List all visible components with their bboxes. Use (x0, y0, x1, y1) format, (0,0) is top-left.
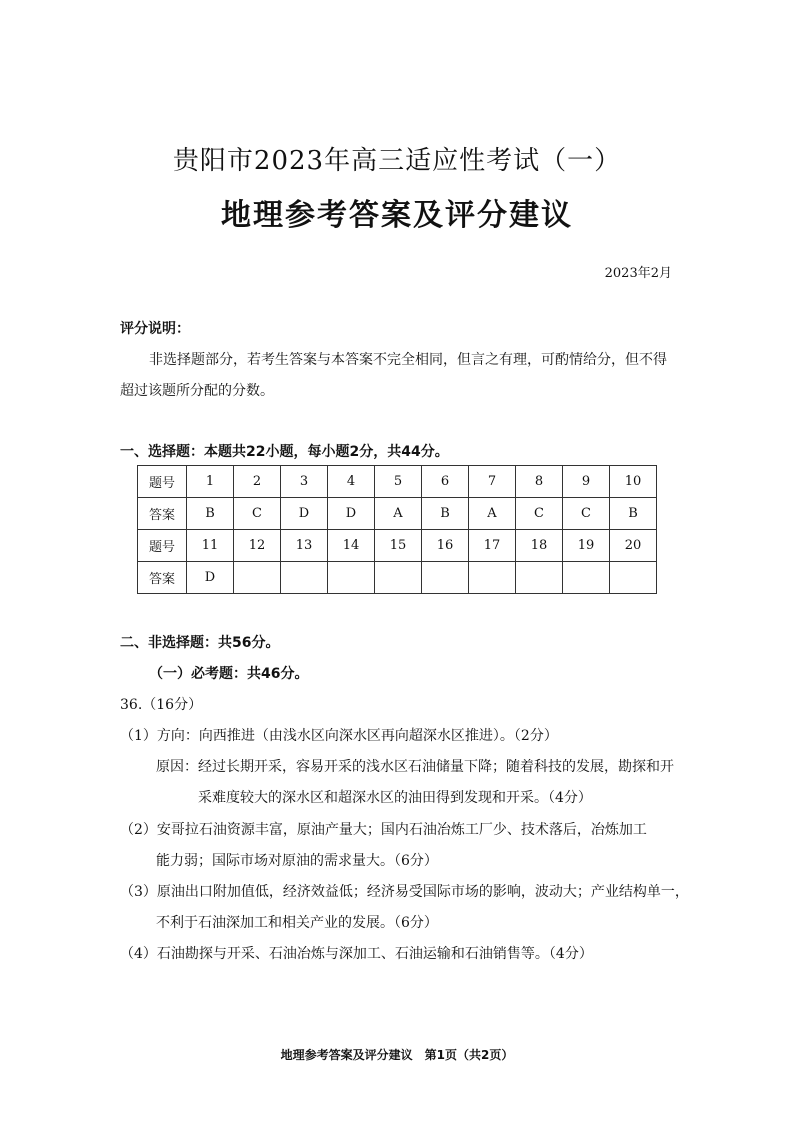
table-cell: A (469, 498, 516, 530)
answer-row-1 (138, 498, 657, 530)
table-cell (281, 562, 328, 594)
section2-subheading: （一）必考题：共46分。 (149, 666, 309, 682)
table-cell: 10 (610, 466, 657, 498)
row-label: 题号 (138, 466, 187, 498)
table-cell (469, 562, 516, 594)
answer-part-1-line-3: 采难度较大的深水区和超深水区的油田得到发现和开采。（4分） (198, 790, 592, 806)
answer-part-2-line-1: （2）安哥拉石油资源丰富，原油产量大；国内石油冶炼工厂少、技术落后，冶炼加工 (120, 822, 647, 838)
table-cell: 1 (187, 466, 234, 498)
answer-table (137, 465, 657, 594)
table-cell: 15 (375, 530, 422, 562)
scoring-text-line-2: 超过该题所分配的分数。 (120, 383, 274, 399)
table-cell: 18 (516, 530, 563, 562)
row-label: 答案 (138, 498, 187, 530)
table-cell: C (563, 498, 610, 530)
table-cell: 8 (516, 466, 563, 498)
answer-row-2 (138, 562, 657, 594)
table-cell: C (234, 498, 281, 530)
table-cell: B (187, 498, 234, 530)
answer-part-1-line-2: 原因：经过长期开采，容易开采的浅水区石油储量下降；随着科技的发展，勘探和开 (156, 759, 674, 775)
answer-part-3-line-2: 不利于石油深加工和相关产业的发展。（6分） (156, 915, 438, 931)
table-cell (422, 562, 469, 594)
table-cell: 12 (234, 530, 281, 562)
table-cell: 16 (422, 530, 469, 562)
table-cell: 6 (422, 466, 469, 498)
table-cell: D (187, 562, 234, 594)
section2-heading: 二、非选择题：共56分。 (120, 635, 280, 651)
table-cell: 11 (187, 530, 234, 562)
answer-part-4-line-1: （4）石油勘探与开采、石油冶炼与深加工、石油运输和石油销售等。（4分） (120, 946, 593, 962)
page-footer: 地理参考答案及评分建议 第1页（共2页） (280, 1048, 514, 1062)
table-cell: C (516, 498, 563, 530)
table-cell: 9 (563, 466, 610, 498)
answer-part-3-line-1: （3）原油出口附加值低，经济效益低；经济易受国际市场的影响，波动大；产业结构单一， (120, 884, 689, 900)
table-cell: 19 (563, 530, 610, 562)
answer-part-2-line-2: 能力弱；国际市场对原油的需求量大。（6分） (156, 853, 438, 869)
table-cell: A (375, 498, 422, 530)
scoring-text-line-1: 非选择题部分，若考生答案与本答案不完全相同，但言之有理，可酌情给分，但不得 (149, 352, 667, 368)
question-36-heading: 36.（16分） (120, 697, 203, 713)
table-cell (610, 562, 657, 594)
table-cell (328, 562, 375, 594)
table-cell: 3 (281, 466, 328, 498)
table-cell (516, 562, 563, 594)
table-cell: D (328, 498, 375, 530)
table-cell: 4 (328, 466, 375, 498)
table-cell: D (281, 498, 328, 530)
question-number-row-1 (138, 466, 657, 498)
table-cell: 17 (469, 530, 516, 562)
table-cell: 7 (469, 466, 516, 498)
table-cell (375, 562, 422, 594)
row-label: 答案 (138, 562, 187, 594)
table-cell: 5 (375, 466, 422, 498)
table-cell: B (422, 498, 469, 530)
scoring-heading: 评分说明： (120, 321, 190, 337)
answer-part-1-line-1: （1）方向：向西推进（由浅水区向深水区再向超深水区推进）。（2分） (120, 728, 558, 744)
document-subtitle: 地理参考答案及评分建议 (221, 198, 573, 233)
table-cell: 13 (281, 530, 328, 562)
row-label: 题号 (138, 530, 187, 562)
table-cell: 14 (328, 530, 375, 562)
document-date: 2023年2月 (604, 266, 672, 281)
section1-heading: 一、选择题：本题共22小题，每小题2分，共44分。 (120, 444, 449, 460)
table-cell: B (610, 498, 657, 530)
table-cell (563, 562, 610, 594)
table-cell (234, 562, 281, 594)
exam-title: 贵阳市2023年高三适应性考试（一） (172, 146, 622, 176)
question-number-row-2 (138, 530, 657, 562)
table-cell: 20 (610, 530, 657, 562)
table-cell: 2 (234, 466, 281, 498)
